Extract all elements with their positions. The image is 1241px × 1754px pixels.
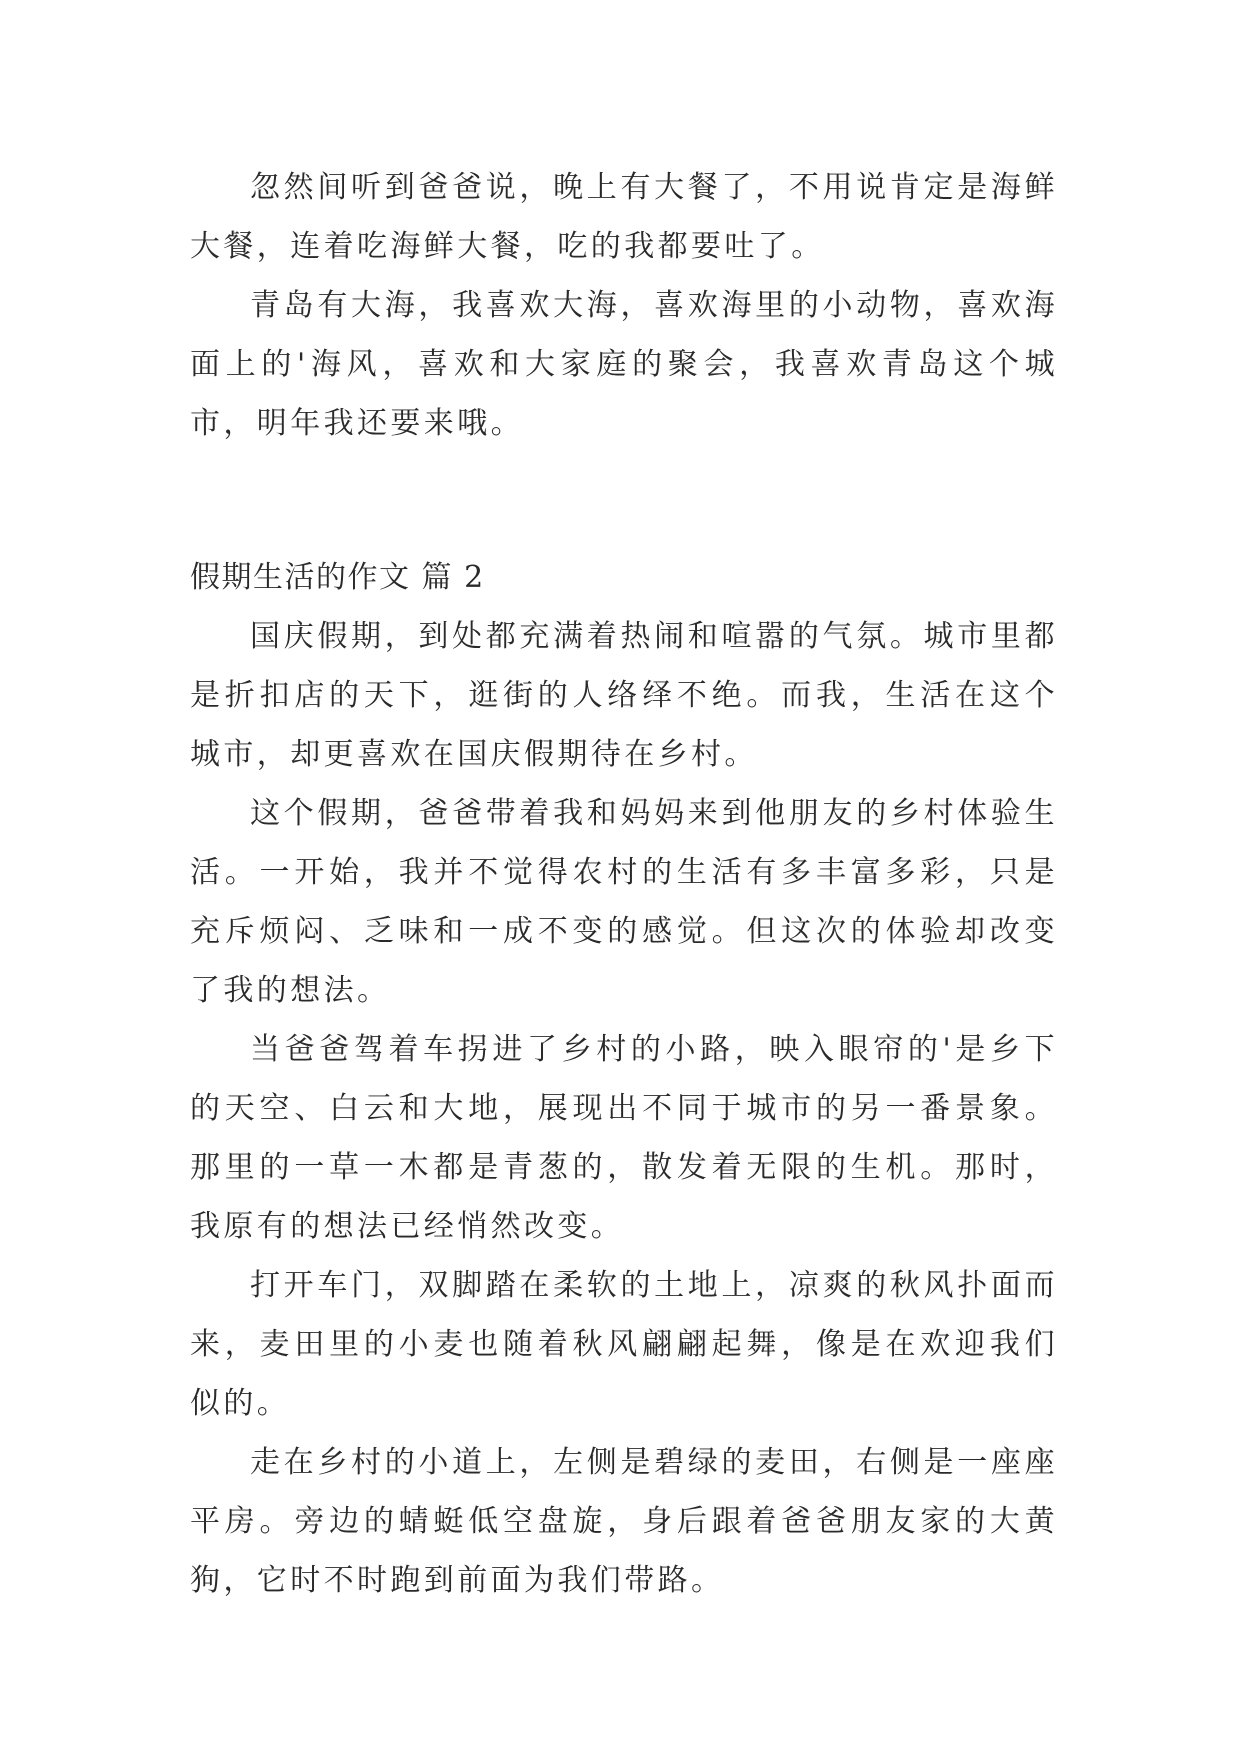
section-spacer xyxy=(190,453,1058,548)
document-body xyxy=(190,158,1058,1610)
paragraph-qingdao: 青岛有大海，我喜欢大海，喜欢海里的小动物，喜欢海面上的'海风，喜欢和大家庭的聚会，我喜欢青岛这个城市，明年我还要来哦。 xyxy=(190,288,1058,441)
paragraph-village-trip: 这个假期，爸爸带着我和妈妈来到他朋友的乡村体验生活。一开始，我并不觉得农村的生活有多丰富多彩，只是充斥烦闷、乏味和一成不变的感觉。但这次的体验却改变了我的想法。 xyxy=(190,796,1058,1008)
section-heading: 假期生活的作文 篇 2 xyxy=(190,560,485,595)
paragraph-country-road: 当爸爸驾着车拐进了乡村的小路，映入眼帘的'是乡下的天空、白云和大地，展现出不同于城市的另一番景象。那里的一草一木都是青葱的，散发着无限的生机。那时，我原有的想法已经悄然改变。 xyxy=(190,1032,1058,1244)
paragraph-dinner: 忽然间听到爸爸说，晚上有大餐了，不用说肯定是海鲜大餐，连着吃海鲜大餐，吃的我都要吐了。 xyxy=(190,170,1058,264)
paragraph-national-day: 国庆假期，到处都充满着热闹和喧嚣的气氛。城市里都是折扣店的天下，逛街的人络绎不绝。而我，生活在这个城市，却更喜欢在国庆假期待在乡村。 xyxy=(190,619,1058,772)
paragraph-village-path: 走在乡村的小道上，左侧是碧绿的麦田，右侧是一座座平房。旁边的蜻蜓低空盘旋，身后跟着爸爸朋友家的大黄狗，它时不时跑到前面为我们带路。 xyxy=(190,1445,1058,1598)
paragraph-open-door: 打开车门，双脚踏在柔软的土地上，凉爽的秋风扑面而来，麦田里的小麦也随着秋风翩翩起舞，像是在欢迎我们似的。 xyxy=(190,1268,1058,1421)
